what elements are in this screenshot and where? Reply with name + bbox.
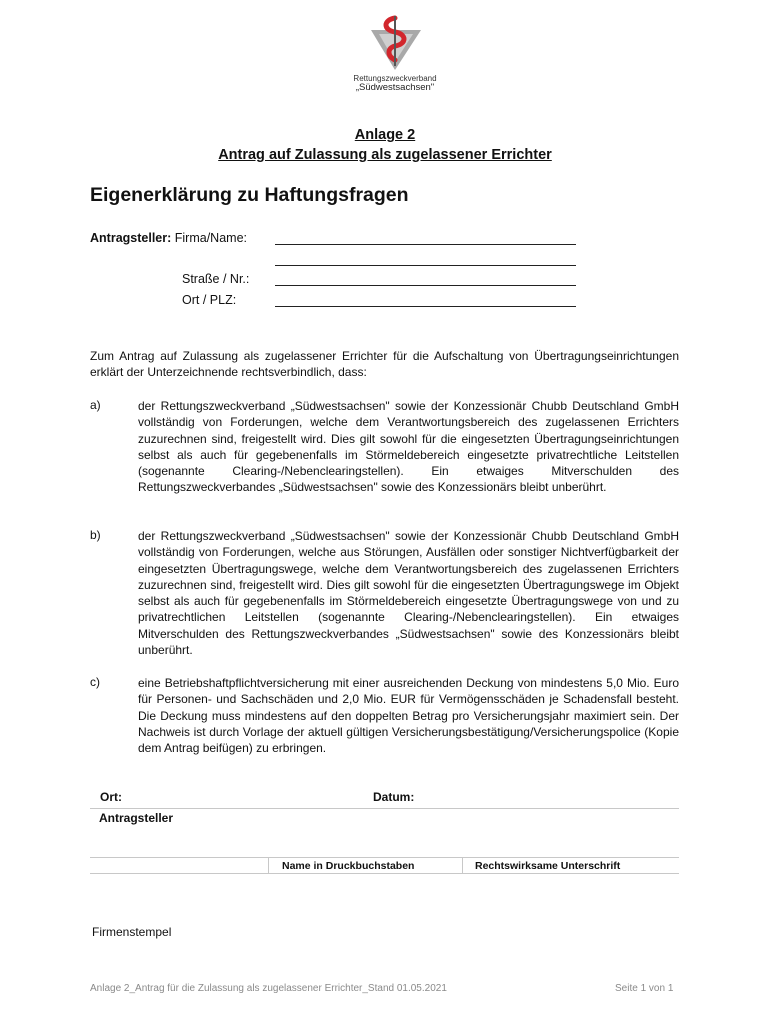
item-c-text: eine Betriebshaftpflichtversicherung mit einer ausreichenden Deckung von mindestens 5,0 Mio. Euro für Personen- und Sachschäden und 2,0 Mio. EUR für Vermögensschäden je Schadensfall besteht. Die Deckung muss mindestens auf den doppelten Betrag pro Versicherungsjahr maximiert sein. Der Nachweis ist durch Vorlage der aktuell gültigen Versicherungsbestätigung/Versicherungspolice (Kopie dem Antrag beifügen) zu erbringen. bbox=[138, 676, 679, 756]
signature-divider-bottom bbox=[90, 873, 679, 874]
signature-divider-top bbox=[90, 808, 679, 809]
item-b-marker: b) bbox=[90, 528, 101, 542]
intro-paragraph: Zum Antrag auf Zulassung als zugelassener Errichter für die Aufschaltung von Übertragungseinrichtungen erklärt der Unterzeichnende rechtsverbindlich, dass: bbox=[90, 349, 679, 380]
ort-signature-label: Ort: bbox=[100, 790, 122, 804]
strasse-label: Straße / Nr.: bbox=[182, 272, 250, 286]
ort-label: Ort / PLZ: bbox=[182, 293, 237, 307]
applicant-label: Antragsteller: bbox=[90, 231, 172, 245]
logo-text-line1: Rettungszweckverband bbox=[353, 74, 437, 83]
firma-label: Firma/Name: bbox=[174, 231, 247, 245]
item-b-text: der Rettungszweckverband „Südwestsachsen" sowie der Konzessionär Chubb Deutschland GmbH vollständig von Forderungen, welche aus Störungen, Ausfällen oder sonstiger Nichtverfügbarkeit der eingesetzten Übertragungswege, welche dem Verantwortungsbereich des zugelassenen Errichters zuzurechnen sind, freigestellt wird. Dies gilt sowohl für die eingesetzten Übertragungswege im Objekt selbst als auch für gegebenenfalls im Störmeldebereich eingesetzte Übertragungswege von und zu privatrechtlichen Leitstellen (sogenannte Clearing-/Nebenclearingstellen). Ein etwaiges Mitverschulden des Rettungszweckverbandes „Südwestsachsen" sowie des Konzessionärs bleibt unberührt. bbox=[138, 529, 679, 658]
application-heading: Antrag auf Zulassung als zugelassener Errichter bbox=[218, 147, 552, 163]
firma-input-line-2[interactable] bbox=[275, 265, 576, 266]
logo-text-line2: „Südwestsachsen" bbox=[355, 82, 435, 93]
item-c-marker: c) bbox=[90, 675, 100, 689]
footer-document-info: Anlage 2_Antrag für die Zulassung als zugelassener Errichter_Stand 01.05.2021 bbox=[90, 983, 447, 994]
datum-signature-label: Datum: bbox=[373, 790, 415, 804]
antragsteller-signature-label: Antragsteller bbox=[99, 811, 174, 825]
strasse-input-line[interactable] bbox=[275, 285, 576, 286]
organization-logo bbox=[340, 14, 450, 94]
annex-heading: Anlage 2 bbox=[354, 127, 416, 143]
ort-input-line[interactable] bbox=[275, 306, 576, 307]
signature-label: Rechtswirksame Unterschrift bbox=[475, 860, 621, 872]
signature-separator-2 bbox=[462, 857, 463, 873]
applicant-row bbox=[90, 231, 247, 245]
signature-separator-1 bbox=[268, 857, 269, 873]
name-print-label: Name in Druckbuchstaben bbox=[282, 860, 415, 872]
item-a-marker: a) bbox=[90, 398, 101, 412]
signature-field-line[interactable] bbox=[90, 857, 679, 858]
page-title: Eigenerklärung zu Haftungsfragen bbox=[90, 184, 409, 206]
firma-input-line-1[interactable] bbox=[275, 244, 576, 245]
logo-mark-icon bbox=[365, 14, 425, 72]
company-stamp-label: Firmenstempel bbox=[92, 925, 172, 939]
footer-page-number: Seite 1 von 1 bbox=[615, 983, 674, 994]
item-a-text: der Rettungszweckverband „Südwestsachsen" sowie der Konzessionär Chubb Deutschland GmbH vollständig von Forderungen, welche dem Verantwortungsbereich des zugelassenen Errichters zuzurechnen sind, freigestellt wird. Dies gilt sowohl für die eingesetzten Übertragungseinrichtungen selbst als auch für gegebenenfalls im Störmeldebereich eingesetzte privatrechtliche Leitstellen (sogenannte Clearing-/Nebenclearingstellen). Ein etwaiges Mitverschulden des Rettungszweckverbandes „Südwestsachsen" sowie des Konzessionärs bleibt unberührt. bbox=[138, 399, 679, 495]
